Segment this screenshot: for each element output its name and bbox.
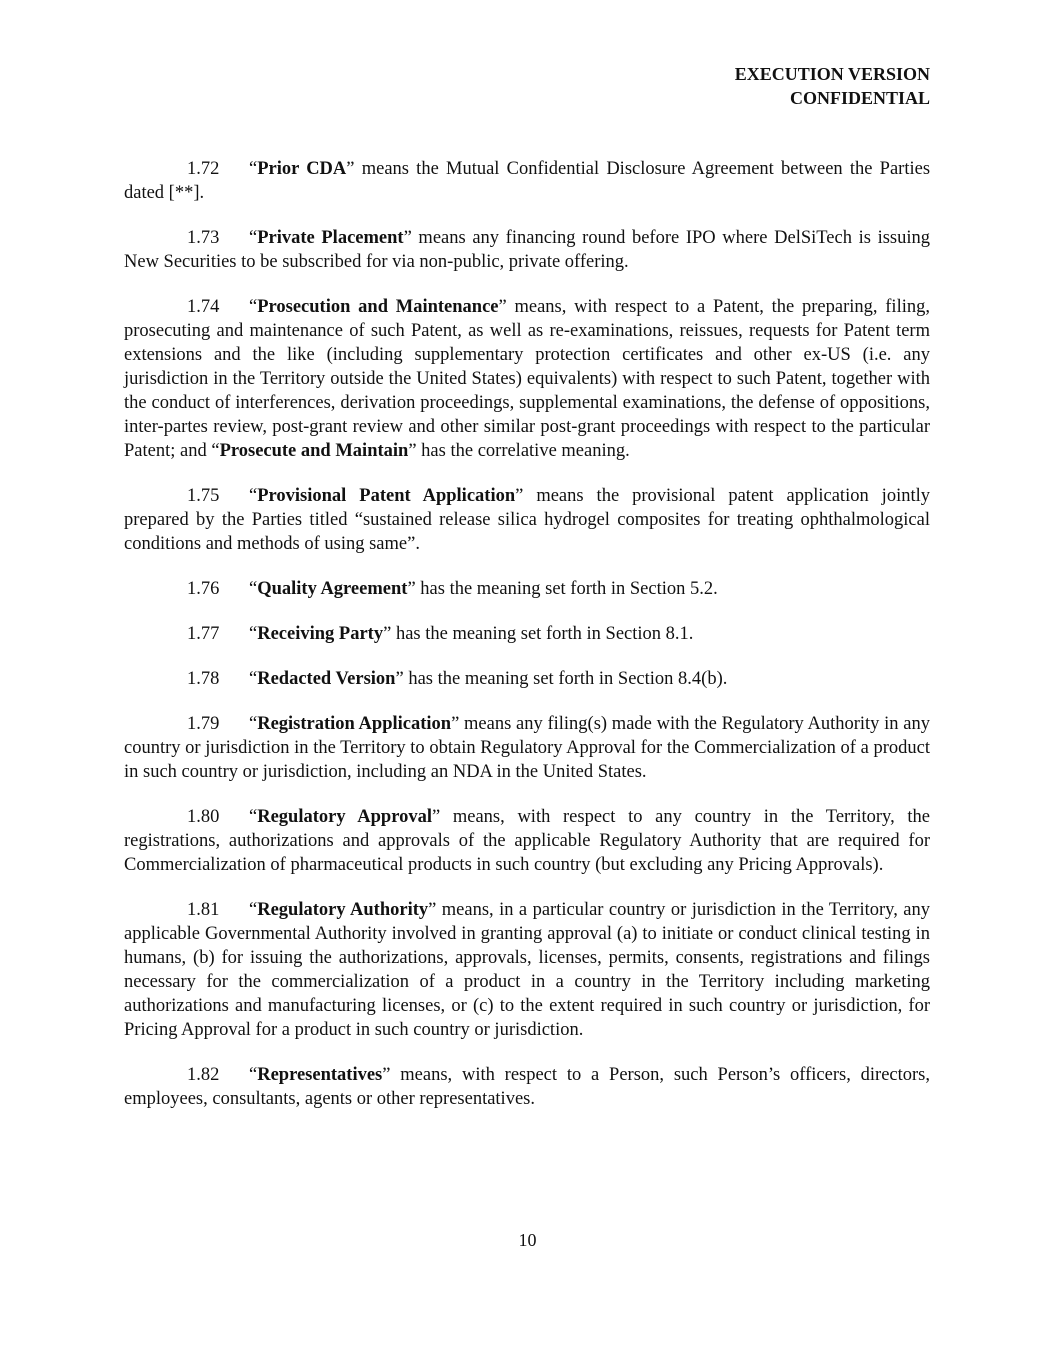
section-number: 1.73 <box>187 228 220 248</box>
definition-1-79: 1.79 “Registration Application” means any filing(s) made with the Regulatory Authority in any country or jurisdiction in the Territory to obtain Regulatory Approval for the Commercialization of a product in such country or jurisdiction, including an NDA in the United States. <box>124 714 930 782</box>
definition-text: has the meaning set forth in Section 5.2. <box>415 579 718 599</box>
defined-term: Representatives <box>257 1065 383 1085</box>
section-number: 1.76 <box>187 579 220 599</box>
definition-text: means, with respect to a Person, such Person’s officers, directors, employees, consultants, agents or other representatives. <box>124 1065 930 1109</box>
definition-1-75: 1.75 “Provisional Patent Application” means the provisional patent application jointly prepared by the Parties titled “sustained release silica hydrogel composites for treating ophthalmological conditions and methods of using same”. <box>124 486 930 554</box>
section-number: 1.82 <box>187 1065 220 1085</box>
definition-1-77: 1.77 “Receiving Party” has the meaning set forth in Section 8.1. <box>187 624 694 644</box>
defined-term: Prosecution and Maintenance <box>257 297 499 317</box>
definition-text: means the provisional patent application jointly prepared by the Parties titled “sustained release silica hydrogel composites for treating ophthalmological conditions and methods of using same”. <box>124 486 930 554</box>
definition-text: means, with respect to any country in the Territory, the registrations, authorizations and approvals of the applicable Regulatory Authority that are required for Commercialization of pharmaceutical products in such country (but excluding any Pricing Approvals). <box>124 807 930 875</box>
section-number: 1.78 <box>187 669 220 689</box>
definition-1-73: 1.73 “Private Placement” means any financing round before IPO where DelSiTech is issuing New Securities to be subscribed for via non-public, private offering. <box>124 228 930 272</box>
section-number: 1.81 <box>187 900 220 920</box>
definition-1-82: 1.82 “Representatives” means, with respect to a Person, such Person’s officers, directors, employees, consultants, agents or other representatives. <box>124 1065 930 1109</box>
defined-term: Quality Agreement <box>257 579 408 599</box>
defined-term: Provisional Patent Application <box>257 486 516 506</box>
definition-text: has the meaning set forth in Section 8.4(b). <box>403 669 728 689</box>
section-number: 1.79 <box>187 714 220 734</box>
section-number: 1.80 <box>187 807 220 827</box>
section-number: 1.75 <box>187 486 220 506</box>
definition-1-72: 1.72 “Prior CDA” means the Mutual Confidential Disclosure Agreement between the Parties dated [**]. <box>124 159 931 203</box>
definition-text: means, in a particular country or jurisdiction in the Territory, any applicable Governmental Authority involved in granting approval (a) to initiate or conduct clinical testing in humans, (b) for issuing the authorizations, approvals, licenses, permits, consents, registrations and filings necessary for the commercialization of a product in a country in the Territory including marketing authorizations and manufacturing licenses, or (c) to the extent required in such country or jurisdiction, for Pricing Approval for a product in such country or jurisdiction. <box>124 900 930 1040</box>
section-number: 1.74 <box>187 297 220 317</box>
definition-text: has the meaning set forth in Section 8.1. <box>391 624 694 644</box>
header-version-label: EXECUTION VERSION <box>734 64 930 84</box>
definition-1-80: 1.80 “Regulatory Approval” means, with respect to any country in the Territory, the registrations, authorizations and approvals of the applicable Regulatory Authority that are required for Commercialization of pharmaceutical products in such country (but excluding any Pricing Approvals). <box>124 807 930 875</box>
defined-term-secondary: Prosecute and Maintain <box>219 441 409 461</box>
section-number: 1.72 <box>187 159 220 179</box>
header-confidential-label: CONFIDENTIAL <box>789 88 930 108</box>
page-number: 10 <box>518 1230 537 1250</box>
definition-text: means any financing round before IPO where DelSiTech is issuing New Securities to be subscribed for via non-public, private offering. <box>124 228 930 272</box>
defined-term: Regulatory Approval <box>257 807 432 827</box>
defined-term: Private Placement <box>257 228 404 248</box>
definition-1-78: 1.78 “Redacted Version” has the meaning set forth in Section 8.4(b). <box>187 669 728 689</box>
definition-text: means, with respect to a Patent, the preparing, filing, prosecuting and maintenance of such Patent, as well as re-examinations, reissues, requests for Patent term extensions and the like (including supplementary protection certificates and other ex-US (i.e. any jurisdiction in the Territory outside the United States) equivalents) with respect to such Patent, together with the conduct of interferences, derivation proceedings, supplemental examinations, the defense of oppositions, inter-partes review, post-grant review and other similar post-grant proceedings with respect to the particular Patent; and “ <box>124 297 930 461</box>
defined-term: Registration Application <box>257 714 452 734</box>
definition-1-81: 1.81 “Regulatory Authority” means, in a particular country or jurisdiction in the Territory, any applicable Governmental Authority involved in granting approval (a) to initiate or conduct clinical testing in humans, (b) for issuing the authorizations, approvals, licenses, permits, consents, registrations and filings necessary for the commercialization of a product in a country in the Territory including marketing authorizations and manufacturing licenses, or (c) to the extent required in such country or jurisdiction, for Pricing Approval for a product in such country or jurisdiction. <box>124 900 930 1040</box>
document-header <box>735 62 930 110</box>
defined-term: Regulatory Authority <box>257 900 429 920</box>
definitions-section <box>124 157 930 1111</box>
definition-text: means any filing(s) made with the Regulatory Authority in any country or jurisdiction in the Territory to obtain Regulatory Approval for the Commercialization of a product in such country or jurisdiction, including an NDA in the United States. <box>124 714 930 782</box>
definition-text: means the Mutual Confidential Disclosure Agreement between the Parties dated [**]. <box>124 159 931 203</box>
section-number: 1.77 <box>187 624 220 644</box>
defined-term: Prior CDA <box>257 159 347 179</box>
definition-1-76: 1.76 “Quality Agreement” has the meaning set forth in Section 5.2. <box>187 579 718 599</box>
defined-term: Redacted Version <box>257 669 396 689</box>
definition-1-74: 1.74 “Prosecution and Maintenance” means, with respect to a Patent, the preparing, filing, prosecuting and maintenance of such Patent, as well as re-examinations, reissues, requests for Patent term extensions and the like (including supplementary protection certificates and other ex-US (i.e. any jurisdiction in the Territory outside the United States) equivalents) with respect to such Patent, together with the conduct of interferences, derivation proceedings, supplemental examinations, the defense of oppositions, inter-partes review, post-grant review and other similar post-grant proceedings with respect to the particular Patent; and “Prosecute and Maintain” has the correlative meaning. <box>124 297 930 461</box>
definition-text-secondary: ” has the correlative meaning. <box>408 441 630 461</box>
defined-term: Receiving Party <box>257 624 384 644</box>
